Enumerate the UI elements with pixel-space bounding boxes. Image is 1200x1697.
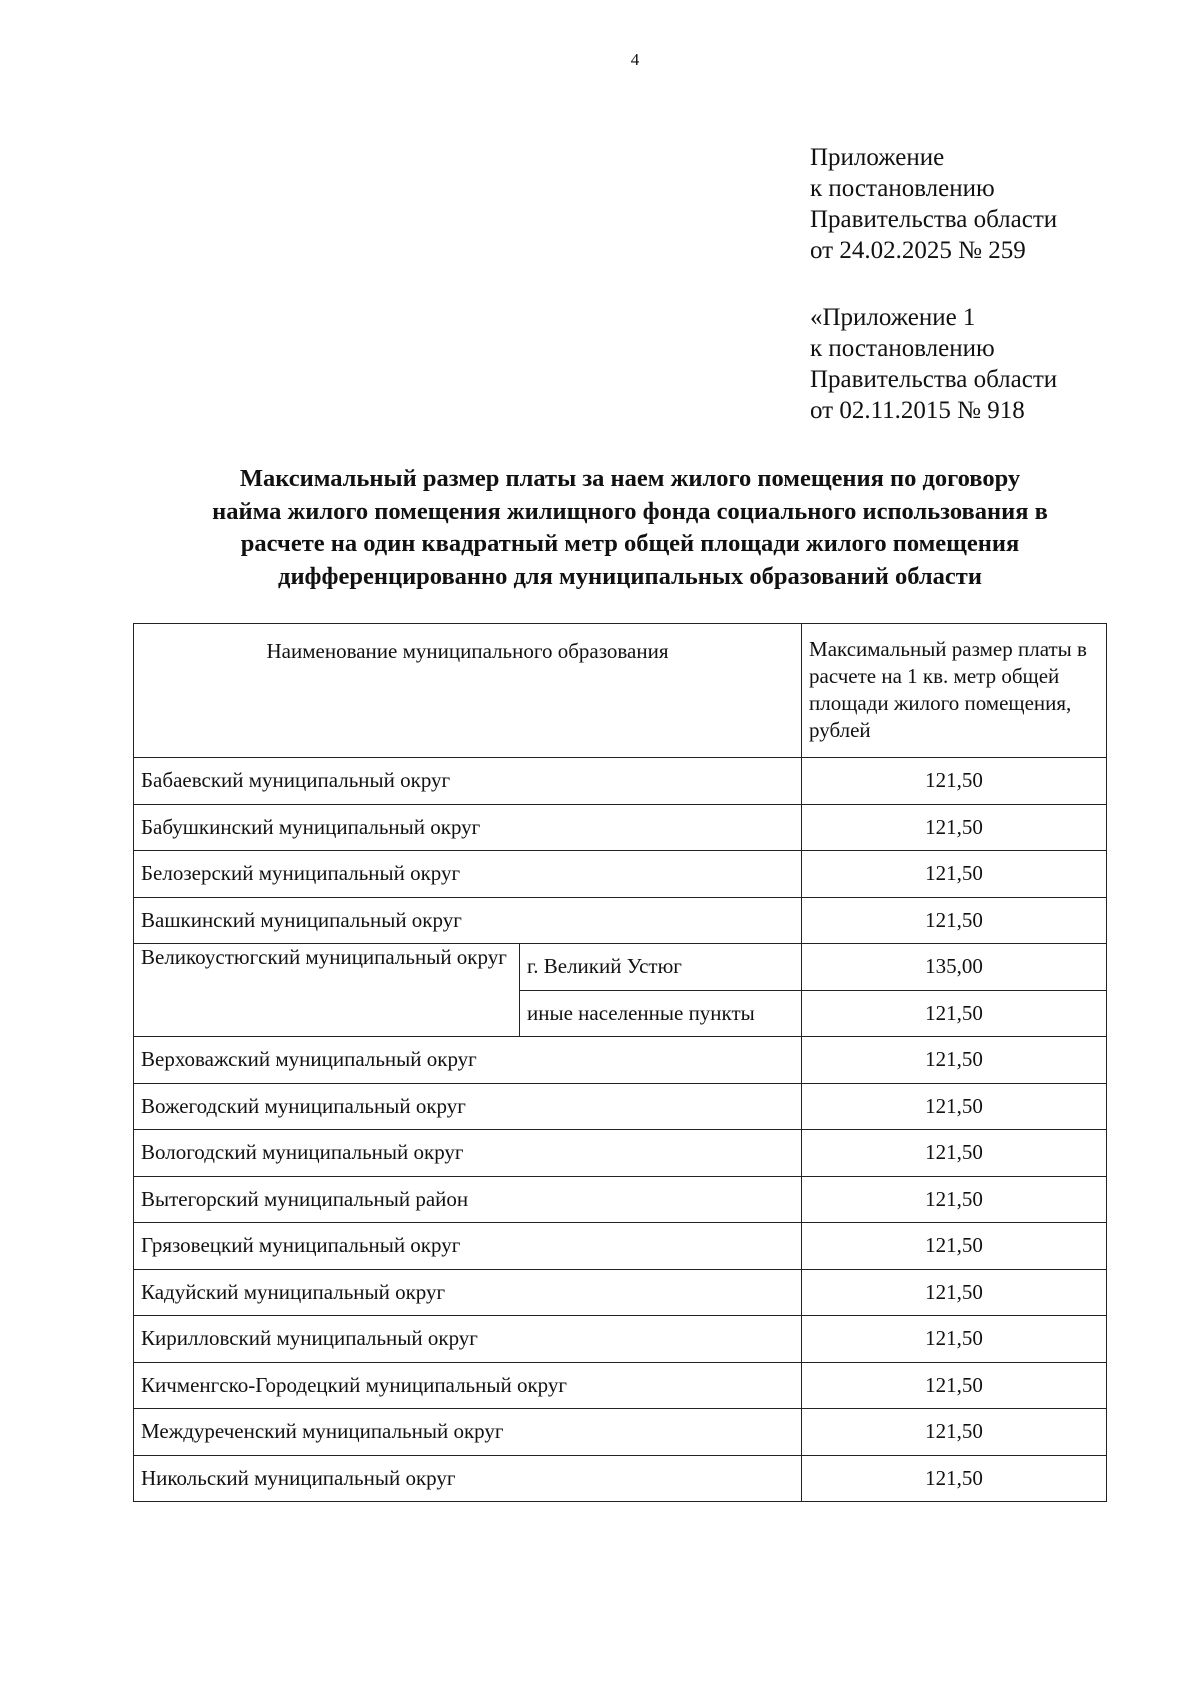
rate-value: 121,50 bbox=[802, 1455, 1107, 1502]
municipality-name: Белозерский муниципальный округ bbox=[134, 851, 802, 898]
rate-value: 121,50 bbox=[802, 1362, 1107, 1409]
table-row bbox=[134, 1409, 1107, 1456]
rate-value: 135,00 bbox=[802, 944, 1107, 991]
rate-value: 121,50 bbox=[802, 1083, 1107, 1130]
appendix-header-original bbox=[810, 302, 1057, 426]
appendix-line: Правительства области bbox=[810, 206, 1058, 233]
table-row bbox=[134, 1130, 1107, 1177]
rate-value: 121,50 bbox=[802, 1409, 1107, 1456]
table-row bbox=[134, 851, 1107, 898]
municipality-name: Никольский муниципальный округ bbox=[134, 1455, 802, 1502]
municipality-name: Верховажский муниципальный округ bbox=[134, 1037, 802, 1084]
title-line: расчете на один квадратный метр общей площади жилого помещения bbox=[240, 530, 1020, 557]
appendix-line: «Приложение 1 bbox=[810, 304, 976, 331]
title-line: найма жилого помещения жилищного фонда социального использования в bbox=[212, 497, 1048, 525]
municipality-name: Кирилловский муниципальный округ bbox=[134, 1316, 802, 1363]
settlement-name: иные населенные пункты bbox=[520, 990, 802, 1037]
table-row bbox=[134, 1223, 1107, 1270]
rate-value: 121,50 bbox=[802, 758, 1107, 805]
settlement-name: г. Великий Устюг bbox=[520, 944, 802, 991]
rate-value: 121,50 bbox=[802, 990, 1107, 1037]
document-title bbox=[130, 463, 1130, 593]
rates-table bbox=[133, 623, 1107, 1502]
header-max-rate: Максимальный размер платы в расчете на 1 кв. метр общей площади жилого помещения, рублей bbox=[802, 624, 1107, 758]
table-row bbox=[134, 1316, 1107, 1363]
rate-value: 121,50 bbox=[802, 851, 1107, 898]
municipality-name: Кадуйский муниципальный округ bbox=[134, 1269, 802, 1316]
table-row bbox=[134, 1269, 1107, 1316]
municipality-name: Кичменгско-Городецкий муниципальный округ bbox=[134, 1362, 802, 1409]
rate-value: 121,50 bbox=[802, 897, 1107, 944]
municipality-name: Грязовецкий муниципальный округ bbox=[134, 1223, 802, 1270]
page-number: 4 bbox=[630, 50, 640, 69]
municipality-name: Вашкинский муниципальный округ bbox=[134, 897, 802, 944]
appendix-line: к постановлению bbox=[810, 175, 995, 202]
table-header-row bbox=[134, 624, 1107, 758]
municipality-name: Бабушкинский муниципальный округ bbox=[134, 804, 802, 851]
header-municipality: Наименование муниципального образования bbox=[134, 624, 802, 758]
table-row bbox=[134, 758, 1107, 805]
municipality-name: Междуреченский муниципальный округ bbox=[134, 1409, 802, 1456]
table-row bbox=[134, 1455, 1107, 1502]
title-line: дифференцированно для муниципальных образований области bbox=[278, 562, 982, 590]
rate-value: 121,50 bbox=[802, 1176, 1107, 1223]
table-row bbox=[134, 804, 1107, 851]
appendix-line: Приложение bbox=[810, 144, 945, 171]
table-row bbox=[134, 1176, 1107, 1223]
table-row bbox=[134, 897, 1107, 944]
rate-value: 121,50 bbox=[802, 1316, 1107, 1363]
municipality-name: Великоустюгский муниципальный округ bbox=[134, 944, 520, 1037]
table-row bbox=[134, 944, 1107, 991]
appendix-line: от 02.11.2015 № 918 bbox=[810, 397, 1025, 424]
municipality-name: Бабаевский муниципальный округ bbox=[134, 758, 802, 805]
table-row bbox=[134, 1362, 1107, 1409]
title-line: Максимальный размер платы за наем жилого помещения по договору bbox=[239, 465, 1021, 492]
table-row bbox=[134, 1083, 1107, 1130]
municipality-name: Вытегорский муниципальный район bbox=[134, 1176, 802, 1223]
rate-value: 121,50 bbox=[802, 1269, 1107, 1316]
rate-value: 121,50 bbox=[802, 1037, 1107, 1084]
appendix-line: от 24.02.2025 № 259 bbox=[810, 237, 1026, 264]
municipality-name: Вологодский муниципальный округ bbox=[134, 1130, 802, 1177]
appendix-line: к постановлению bbox=[810, 335, 995, 362]
appendix-line: Правительства области bbox=[810, 366, 1058, 393]
rate-value: 121,50 bbox=[802, 1130, 1107, 1177]
table-row bbox=[134, 1037, 1107, 1084]
rate-value: 121,50 bbox=[802, 804, 1107, 851]
appendix-header-current bbox=[810, 142, 1057, 266]
municipality-name: Вожегодский муниципальный округ bbox=[134, 1083, 802, 1130]
rate-value: 121,50 bbox=[802, 1223, 1107, 1270]
